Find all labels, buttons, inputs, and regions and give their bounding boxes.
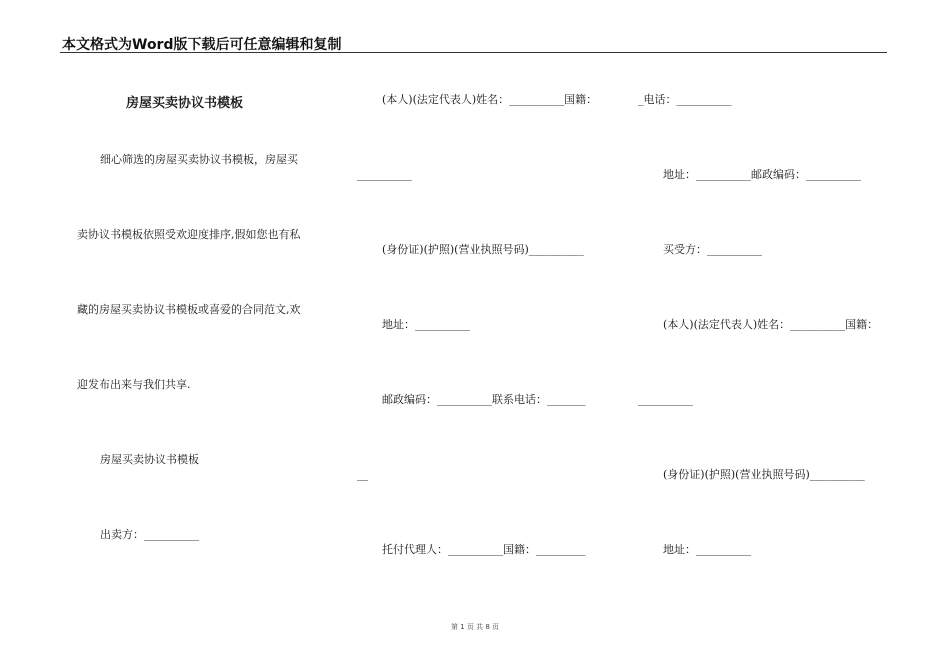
address-postal-line: 地址：__________邮政编码：__________ [663,168,861,181]
seller-line: 出卖方：__________ [100,528,199,541]
intro-line: 藏的房屋买卖协议书模板或喜爱的合同范文,欢 [77,303,301,316]
party-name-line: (本人)(法定代表人)姓名：__________国籍： [663,318,879,331]
party-name-line: (本人)(法定代表人)姓名：__________国籍： [382,93,598,106]
intro-line: 卖协议书模板依照受欢迎度排序,假如您也有私 [77,228,301,241]
blank-line: __________ [638,393,693,406]
address-line: 地址：__________ [663,543,751,556]
document-title: 房屋买卖协议书模板 [126,96,244,111]
id-number-line: (身份证)(护照)(营业执照号码)__________ [663,468,865,481]
buyer-line: 买受方：__________ [663,243,762,256]
header-divider [60,52,887,53]
intro-line: 迎发布出来与我们共享. [77,378,191,391]
intro-line: 细心筛选的房屋买卖协议书模板，房屋买 [100,153,298,166]
postal-phone-line: 邮政编码：__________联系电话：_______ [382,393,586,406]
blank-line: __ [357,468,368,481]
blank-line: __________ [357,168,412,181]
phone-line: _电话：__________ [638,93,732,106]
document-header: 本文格式为Word版下载后可任意编辑和复制 [62,37,342,53]
address-line: 地址：__________ [382,318,470,331]
agent-line: 托付代理人：__________国籍：_________ [382,543,586,556]
page-number: 第 1 页 共 8 页 [450,623,500,631]
section-subtitle: 房屋买卖协议书模板 [100,453,199,466]
id-number-line: (身份证)(护照)(营业执照号码)__________ [382,243,584,256]
